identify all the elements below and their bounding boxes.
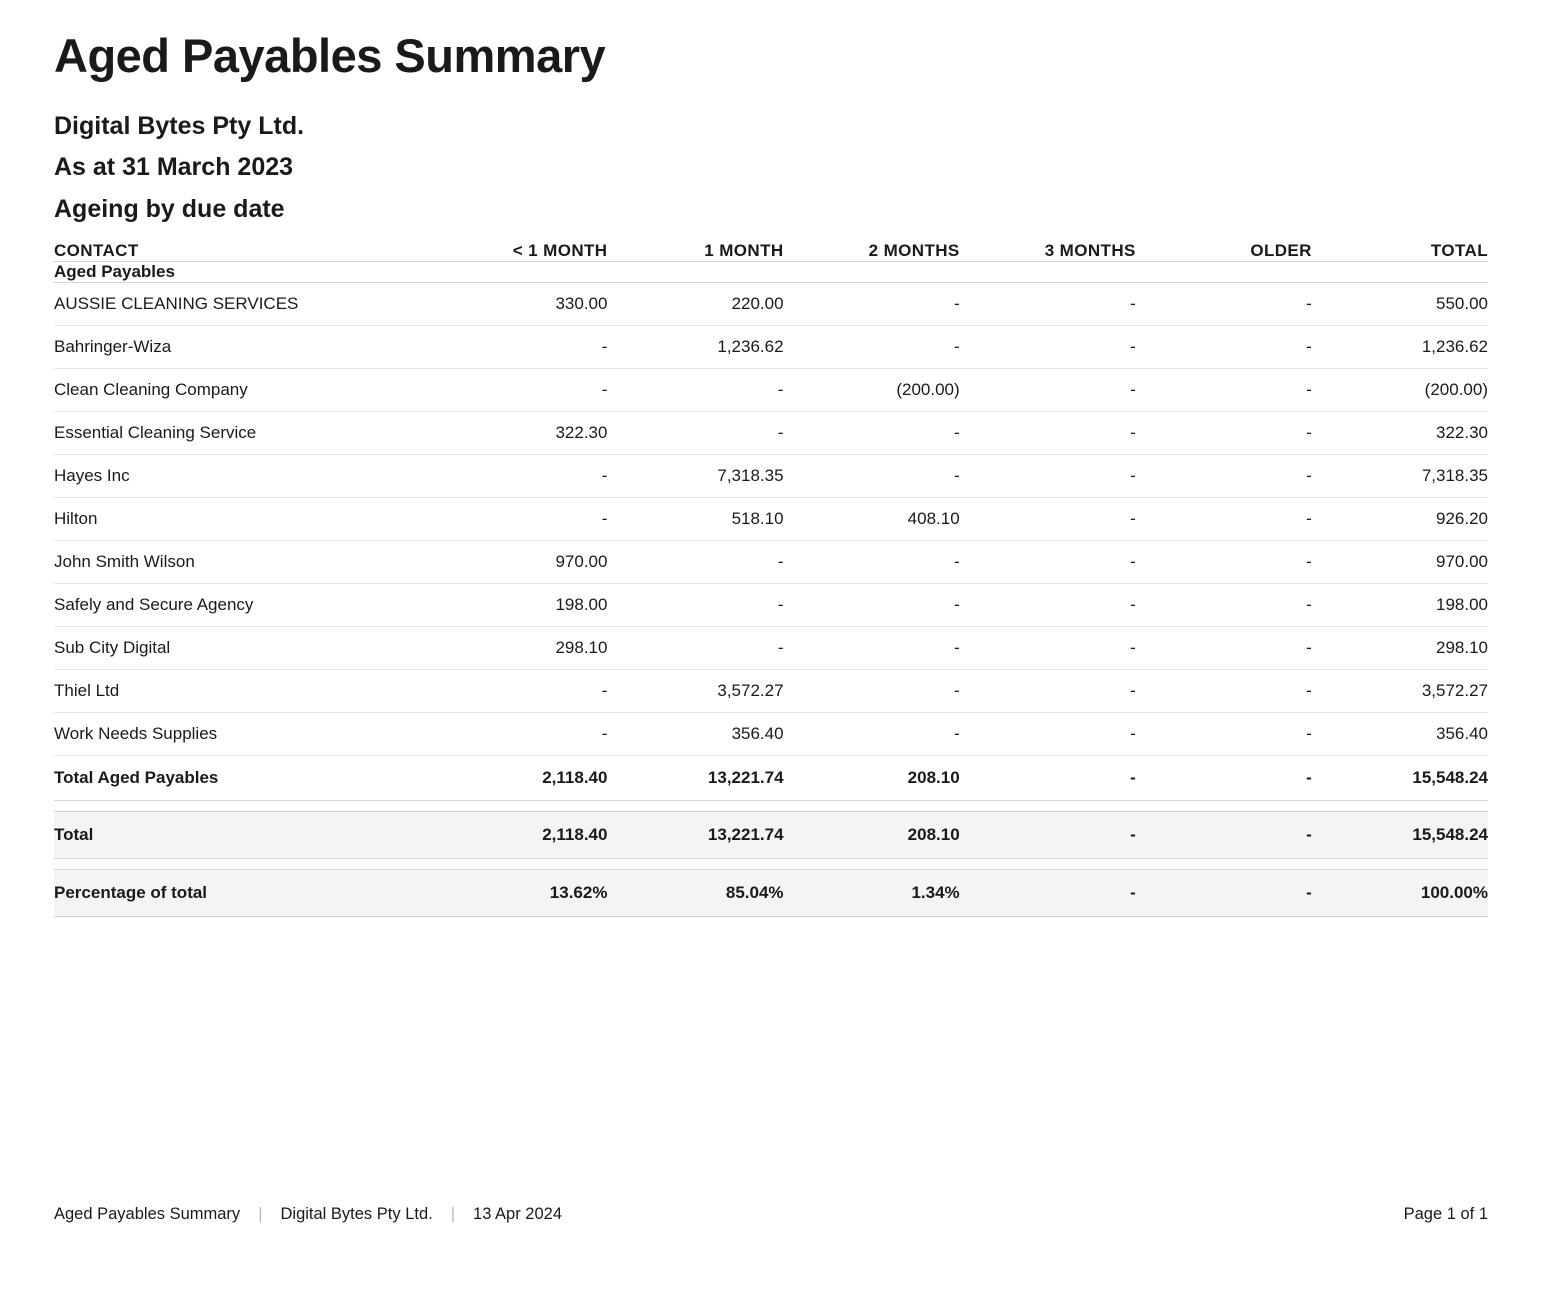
row-lt1month: - xyxy=(431,712,607,755)
row-1month: 7,318.35 xyxy=(607,454,783,497)
row-total: 3,572.27 xyxy=(1312,669,1488,712)
row-older: - xyxy=(1136,583,1312,626)
row-1month: - xyxy=(607,540,783,583)
grand-total-2months: 208.10 xyxy=(784,811,960,858)
table-row xyxy=(54,282,1488,325)
row-3months: - xyxy=(960,583,1136,626)
row-contact: Bahringer-Wiza xyxy=(54,325,431,368)
row-total: 970.00 xyxy=(1312,540,1488,583)
row-lt1month: - xyxy=(431,368,607,411)
row-lt1month: - xyxy=(431,497,607,540)
table-row xyxy=(54,669,1488,712)
row-2months: - xyxy=(784,454,960,497)
row-total: 298.10 xyxy=(1312,626,1488,669)
row-1month: 220.00 xyxy=(607,282,783,325)
row-2months: - xyxy=(784,282,960,325)
row-total: 322.30 xyxy=(1312,411,1488,454)
row-3months: - xyxy=(960,497,1136,540)
row-2months: - xyxy=(784,583,960,626)
row-3months: - xyxy=(960,540,1136,583)
row-3months: - xyxy=(960,368,1136,411)
column-header-total: TOTAL xyxy=(1312,241,1488,262)
row-total: (200.00) xyxy=(1312,368,1488,411)
table-header-row xyxy=(54,241,1488,262)
grand-total-older: - xyxy=(1136,811,1312,858)
row-3months: - xyxy=(960,282,1136,325)
section-total-lt1month: 2,118.40 xyxy=(431,755,607,800)
percentage-total: 100.00% xyxy=(1312,869,1488,916)
row-total: 550.00 xyxy=(1312,282,1488,325)
percentage-3months: - xyxy=(960,869,1136,916)
row-lt1month: 970.00 xyxy=(431,540,607,583)
row-2months: - xyxy=(784,626,960,669)
row-3months: - xyxy=(960,454,1136,497)
row-lt1month: 330.00 xyxy=(431,282,607,325)
table-row xyxy=(54,368,1488,411)
row-2months: 408.10 xyxy=(784,497,960,540)
row-total: 1,236.62 xyxy=(1312,325,1488,368)
table-row xyxy=(54,454,1488,497)
row-contact: Sub City Digital xyxy=(54,626,431,669)
section-total-3months: - xyxy=(960,755,1136,800)
row-1month: - xyxy=(607,411,783,454)
row-1month: - xyxy=(607,368,783,411)
row-3months: - xyxy=(960,411,1136,454)
percentage-older: - xyxy=(1136,869,1312,916)
row-lt1month: 198.00 xyxy=(431,583,607,626)
row-lt1month: 322.30 xyxy=(431,411,607,454)
table-body xyxy=(54,261,1488,916)
row-3months: - xyxy=(960,712,1136,755)
row-older: - xyxy=(1136,669,1312,712)
percentage-2months: 1.34% xyxy=(784,869,960,916)
row-older: - xyxy=(1136,325,1312,368)
section-header-row xyxy=(54,261,1488,282)
row-contact: AUSSIE CLEANING SERVICES xyxy=(54,282,431,325)
row-older: - xyxy=(1136,497,1312,540)
footer-org-name: Digital Bytes Pty Ltd. xyxy=(280,1205,433,1223)
table-row xyxy=(54,712,1488,755)
footer-divider: | xyxy=(450,1205,456,1223)
footer-page-number: Page 1 of 1 xyxy=(1403,1205,1488,1223)
row-1month: - xyxy=(607,583,783,626)
row-older: - xyxy=(1136,282,1312,325)
grand-total-total: 15,548.24 xyxy=(1312,811,1488,858)
table-row xyxy=(54,325,1488,368)
table-row xyxy=(54,411,1488,454)
row-contact: Hayes Inc xyxy=(54,454,431,497)
grand-total-lt1month: 2,118.40 xyxy=(431,811,607,858)
table-row xyxy=(54,583,1488,626)
row-older: - xyxy=(1136,368,1312,411)
row-lt1month: - xyxy=(431,454,607,497)
row-2months: - xyxy=(784,669,960,712)
percentage-lt1month: 13.62% xyxy=(431,869,607,916)
row-contact: Work Needs Supplies xyxy=(54,712,431,755)
grand-total-label: Total xyxy=(54,811,431,858)
column-header-3-months: 3 MONTHS xyxy=(960,241,1136,262)
section-total-2months: 208.10 xyxy=(784,755,960,800)
row-total: 356.40 xyxy=(1312,712,1488,755)
row-lt1month: 298.10 xyxy=(431,626,607,669)
row-contact: John Smith Wilson xyxy=(54,540,431,583)
row-1month: 518.10 xyxy=(607,497,783,540)
page-title: Aged Payables Summary xyxy=(54,29,606,82)
page-footer xyxy=(54,1205,1488,1224)
table-header xyxy=(54,241,1488,262)
row-total: 926.20 xyxy=(1312,497,1488,540)
row-1month: 1,236.62 xyxy=(607,325,783,368)
row-contact: Hilton xyxy=(54,497,431,540)
row-1month: - xyxy=(607,626,783,669)
row-total: 198.00 xyxy=(1312,583,1488,626)
row-3months: - xyxy=(960,669,1136,712)
organisation-name: Digital Bytes Pty Ltd. xyxy=(54,111,305,140)
row-2months: (200.00) xyxy=(784,368,960,411)
section-total-older: - xyxy=(1136,755,1312,800)
grand-total-3months: - xyxy=(960,811,1136,858)
row-total: 7,318.35 xyxy=(1312,454,1488,497)
row-contact: Clean Cleaning Company xyxy=(54,368,431,411)
table-row xyxy=(54,497,1488,540)
report-period: As at 31 March 2023 xyxy=(54,153,294,182)
row-contact: Essential Cleaning Service xyxy=(54,411,431,454)
ageing-basis: Ageing by due date xyxy=(54,195,285,224)
footer-date: 13 Apr 2024 xyxy=(473,1205,563,1223)
row-1month: 3,572.27 xyxy=(607,669,783,712)
footer-left xyxy=(54,1205,562,1224)
aged-payables-table xyxy=(54,241,1488,917)
row-contact: Safely and Secure Agency xyxy=(54,583,431,626)
row-older: - xyxy=(1136,540,1312,583)
section-total-total: 15,548.24 xyxy=(1312,755,1488,800)
row-lt1month: - xyxy=(431,669,607,712)
row-1month: 356.40 xyxy=(607,712,783,755)
section-label: Aged Payables xyxy=(54,261,1488,282)
grand-total-1month: 13,221.74 xyxy=(607,811,783,858)
column-header-contact: CONTACT xyxy=(54,241,431,262)
row-2months: - xyxy=(784,411,960,454)
section-total-label: Total Aged Payables xyxy=(54,755,431,800)
table-row xyxy=(54,540,1488,583)
row-2months: - xyxy=(784,712,960,755)
row-3months: - xyxy=(960,325,1136,368)
row-3months: - xyxy=(960,626,1136,669)
row-older: - xyxy=(1136,712,1312,755)
footer-divider: | xyxy=(258,1205,263,1223)
column-header-older: OLDER xyxy=(1136,241,1312,262)
row-contact: Thiel Ltd xyxy=(54,669,431,712)
section-total-1month: 13,221.74 xyxy=(607,755,783,800)
row-older: - xyxy=(1136,454,1312,497)
column-header-1-month: 1 MONTH xyxy=(607,241,783,262)
row-older: - xyxy=(1136,411,1312,454)
grand-total-row xyxy=(54,811,1488,858)
percentage-of-total-row xyxy=(54,869,1488,916)
row-2months: - xyxy=(784,540,960,583)
row-2months: - xyxy=(784,325,960,368)
column-header-2-months: 2 MONTHS xyxy=(784,241,960,262)
section-total-row xyxy=(54,755,1488,800)
table-row xyxy=(54,626,1488,669)
row-spacer xyxy=(54,858,1488,869)
row-lt1month: - xyxy=(431,325,607,368)
column-header-less-than-1-month: < 1 MONTH xyxy=(431,241,607,262)
percentage-1month: 85.04% xyxy=(607,869,783,916)
percentage-label: Percentage of total xyxy=(54,869,431,916)
row-older: - xyxy=(1136,626,1312,669)
footer-report-name: Aged Payables Summary xyxy=(54,1205,241,1223)
row-spacer xyxy=(54,800,1488,811)
